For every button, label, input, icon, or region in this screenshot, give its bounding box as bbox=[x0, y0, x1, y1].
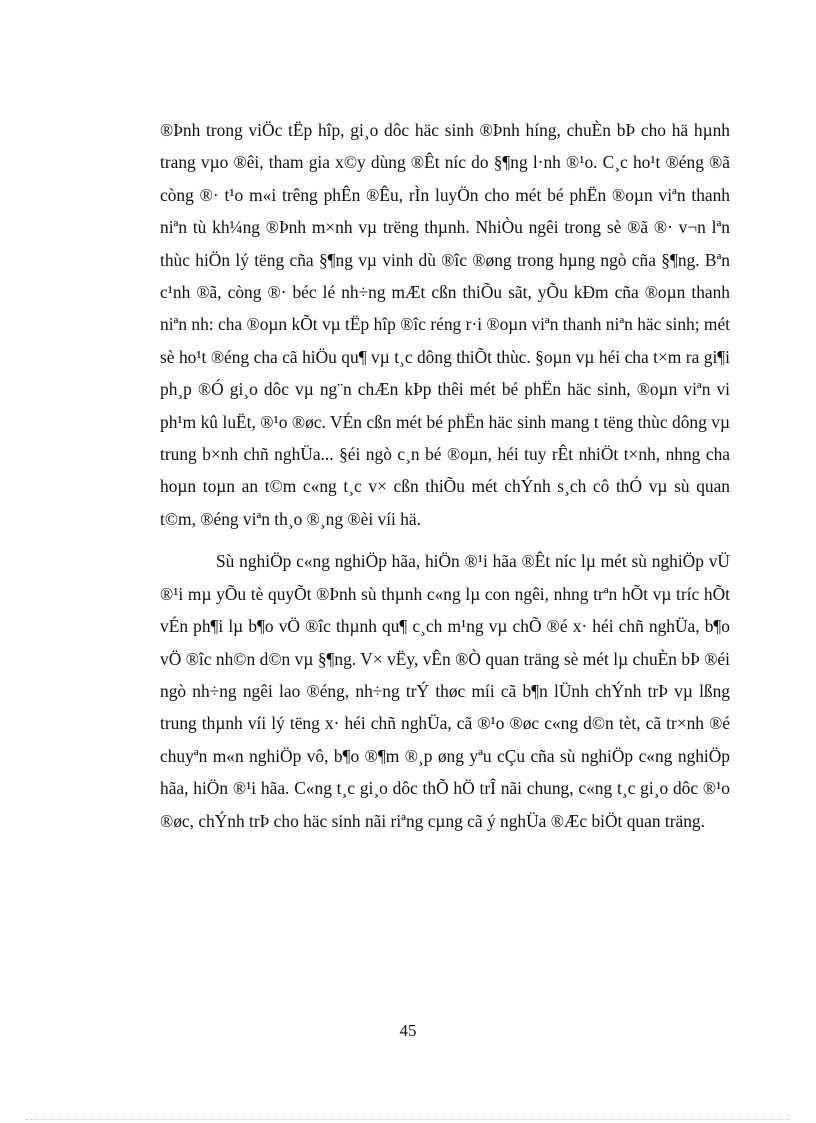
paragraph-2: Sù nghiÖp c«ng nghiÖp hãa, hiÖn ®¹i hãa ®Êt níc lµ mét sù nghiÖp vÜ ®¹i mµ yÕu tè quyÕt ®Þnh sù thµnh c«ng lµ con ngêi, nhng trªn hÕt vµ tríc hÕt vÉn ph¶i lµ b¶o vÖ ®îc thµnh qu¶ c¸ch m¹ng vµ chÕ ®é x· héi chñ nghÜa, b¶o vÖ ®îc nh©n d©n vµ §¶ng. V× vËy, vÊn ®Ò quan träng sè mét lµ chuÈn bÞ ®éi ngò nh÷ng ngêi lao ®éng, nh÷ng trÝ thøc míi cã b¶n lÜnh chÝnh trÞ vµ lßng trung thµnh víi lý tëng x· héi chñ nghÜa, cã ®¹o ®øc c«ng d©n tèt, cã tr×nh ®é chuyªn m«n nghiÖp vô, b¶o ®¶m ®¸p øng yªu cÇu cña sù nghiÖp c«ng nghiÖp hãa, hiÖn ®¹i hãa. C«ng t¸c gi¸o dôc thÕ hÖ trÎ nãi chung, c«ng t¸c gi¸o dôc ®¹o ®øc, chÝnh trÞ cho häc sinh nãi riªng cµng cã ý nghÜa ®Æc biÖt quan träng. bbox=[160, 551, 730, 831]
page-number: 45 bbox=[399, 1021, 417, 1040]
page-bottom-divider bbox=[26, 1119, 790, 1120]
body-text bbox=[160, 114, 730, 847]
paragraph-1: ®Þnh trong viÖc tËp hîp, gi¸o dôc häc sinh ®Þnh híng, chuÈn bÞ cho hä hµnh trang vµo ®êi, tham gia x©y dùng ®Êt níc do §¶ng l·nh ®¹o. C¸c ho¹t ®éng ®ã còng ®· t¹o m«i trêng phÊn ®Êu, rÌn luyÖn cho mét bé phËn ®oµn viªn thanh niªn tù kh¼ng ®Þnh m×nh vµ trëng thµnh. NhiÒu ngêi trong sè ®ã ®· v¬n lªn thùc hiÖn lý tëng cña §¶ng vµ vinh dù ®îc ®øng trong hµng ngò cña §¶ng. Bªn c¹nh ®ã, còng ®· béc lé nh÷ng mÆt cßn thiÕu sãt, yÕu kÐm cña ®oµn thanh niªn nh: cha ®oµn kÕt vµ tËp hîp ®îc réng r·i ®oµn viªn thanh niªn häc sinh; mét sè ho¹t ®éng cha cã hiÖu qu¶ vµ t¸c dông thiÕt thùc. §oµn vµ héi cha t×m ra gi¶i ph¸p ®Ó gi¸o dôc vµ ng¨n chÆn kÞp thêi mét bé phËn häc sinh, ®oµn viªn vi ph¹m kû luËt, ®¹o ®øc. VÉn cßn mét bé phËn häc sinh mang t tëng thùc dông vµ trung b×nh chñ nghÜa... §éi ngò c¸n bé ®oµn, héi tuy rÊt nhiÖt t×nh, nhng cha hoµn toµn an t©m c«ng t¸c v× cßn thiÕu mét chÝnh s¸ch cô thÓ vµ sù quan t©m, ®éng viªn th¸o ®¸ng ®èi víi hä. bbox=[160, 120, 730, 529]
